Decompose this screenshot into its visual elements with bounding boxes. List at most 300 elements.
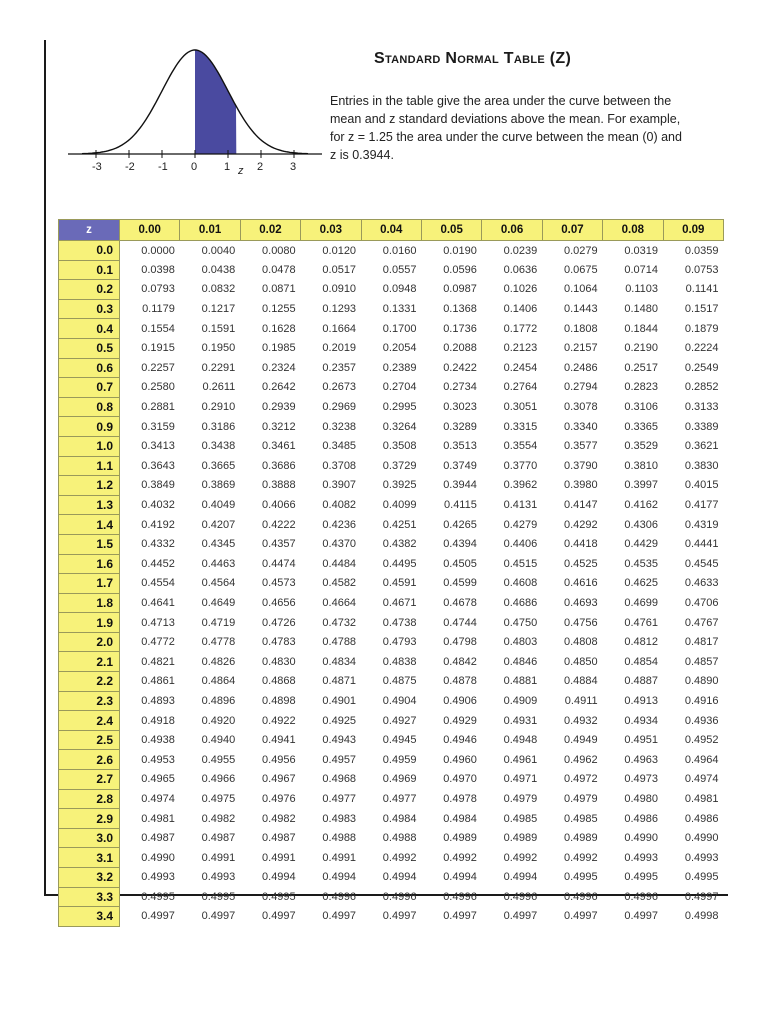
table-cell: 0.0596 <box>443 263 477 276</box>
row-z-value: 2.6 <box>59 750 120 770</box>
table-cell: 0.4909 <box>503 694 538 707</box>
table-cell: 0.4974 <box>684 773 719 786</box>
table-cell: 0.3023 <box>443 401 477 414</box>
row-z-value: 1.5 <box>59 534 120 554</box>
table-cell: 0.4505 <box>443 557 477 570</box>
table-cell: 0.4842 <box>443 655 477 668</box>
table-cell: 0.4222 <box>262 518 296 531</box>
table-cell: 0.4834 <box>322 655 357 668</box>
table-cell: 0.4147 <box>563 499 598 512</box>
table-cell: 0.4997 <box>443 910 477 923</box>
table-cell: 0.4911 <box>564 694 598 707</box>
table-cell: 0.0793 <box>141 283 175 296</box>
table-cell: 0.0160 <box>382 244 417 257</box>
table-cell: 0.4131 <box>503 499 538 512</box>
table-cell: 0.4099 <box>382 499 417 512</box>
row-z-value: 1.1 <box>59 456 120 476</box>
table-cell: 0.3413 <box>141 440 175 453</box>
table-cell: 0.4826 <box>201 655 236 668</box>
row-z-value: 3.3 <box>59 887 120 907</box>
table-cell: 0.3830 <box>684 459 719 472</box>
table-cell: 0.4868 <box>262 675 296 688</box>
table-cell: 0.4969 <box>382 773 417 786</box>
table-cell: 0.4162 <box>624 499 659 512</box>
table-row <box>59 378 724 398</box>
table-row <box>59 397 724 417</box>
table-cell: 0.4985 <box>503 812 538 825</box>
table-cell: 0.4982 <box>262 812 296 825</box>
table-cell: 0.3621 <box>684 440 719 453</box>
table-cell: 0.4961 <box>503 753 538 766</box>
table-cell: 0.3888 <box>262 479 296 492</box>
table-cell: 0.4965 <box>141 773 175 786</box>
table-cell: 0.3749 <box>443 459 477 472</box>
table-cell: 0.4956 <box>262 753 296 766</box>
table-cell: 0.4265 <box>443 518 477 531</box>
table-cell: 0.4664 <box>322 596 357 609</box>
row-z-value: 0.3 <box>59 299 120 319</box>
table-cell: 0.2611 <box>202 381 236 394</box>
table-cell: 0.4929 <box>443 714 477 727</box>
table-cell: 0.2823 <box>624 381 659 394</box>
table-cell: 0.4943 <box>322 734 357 747</box>
table-row <box>59 711 724 731</box>
table-cell: 0.4995 <box>262 890 296 903</box>
table-cell: 0.4545 <box>684 557 719 570</box>
table-cell: 0.2389 <box>382 361 417 374</box>
table-cell: 0.1736 <box>443 322 477 335</box>
table-cell: 0.4778 <box>201 636 236 649</box>
table-cell: 0.3212 <box>262 420 296 433</box>
z-marker-label: z <box>238 165 244 177</box>
column-header: 0.04 <box>361 220 421 241</box>
table-cell: 0.4382 <box>382 538 417 551</box>
table-cell: 0.1808 <box>563 322 598 335</box>
table-row <box>59 456 724 476</box>
table-cell: 0.0871 <box>262 283 296 296</box>
table-row <box>59 534 724 554</box>
table-cell: 0.4015 <box>684 479 719 492</box>
table-cell: 0.1480 <box>624 303 659 316</box>
table-cell: 0.1985 <box>262 342 296 355</box>
row-z-value: 0.8 <box>59 397 120 417</box>
table-cell: 0.4981 <box>684 792 719 805</box>
table-cell: 0.1915 <box>141 342 175 355</box>
table-cell: 0.1217 <box>201 303 236 316</box>
table-cell: 0.1443 <box>563 303 598 316</box>
table-cell: 0.0557 <box>382 263 417 276</box>
table-row <box>59 809 724 829</box>
table-cell: 0.2190 <box>624 342 659 355</box>
table-cell: 0.4996 <box>443 890 477 903</box>
table-cell: 0.4878 <box>443 675 477 688</box>
table-cell: 0.0438 <box>201 263 236 276</box>
table-cell: 0.2734 <box>443 381 477 394</box>
table-cell: 0.4997 <box>141 910 175 923</box>
table-cell: 0.1628 <box>262 322 296 335</box>
table-cell: 0.0359 <box>684 244 719 257</box>
table-cell: 0.4989 <box>563 832 598 845</box>
table-cell: 0.4995 <box>563 871 598 884</box>
table-cell: 0.4803 <box>503 636 538 649</box>
table-row <box>59 672 724 692</box>
table-cell: 0.3078 <box>563 401 598 414</box>
table-cell: 0.4989 <box>443 832 477 845</box>
table-cell: 0.0279 <box>563 244 598 257</box>
table-row <box>59 828 724 848</box>
table-cell: 0.2995 <box>382 401 417 414</box>
table-cell: 0.4756 <box>563 616 598 629</box>
table-cell: 0.4941 <box>262 734 296 747</box>
table-cell: 0.4115 <box>444 499 477 512</box>
table-cell: 0.4918 <box>141 714 175 727</box>
table-cell: 0.4821 <box>141 655 175 668</box>
table-cell: 0.4976 <box>262 792 296 805</box>
row-z-value: 3.4 <box>59 907 120 927</box>
table-body <box>59 241 724 927</box>
table-cell: 0.3665 <box>201 459 236 472</box>
table-row <box>59 495 724 515</box>
row-z-value: 2.1 <box>59 652 120 672</box>
table-cell: 0.4719 <box>201 616 236 629</box>
table-row <box>59 436 724 456</box>
table-cell: 0.0910 <box>322 283 357 296</box>
table-cell: 0.4963 <box>624 753 659 766</box>
row-z-value: 0.4 <box>59 319 120 339</box>
table-cell: 0.4049 <box>201 499 236 512</box>
table-row <box>59 554 724 574</box>
table-cell: 0.4940 <box>201 734 236 747</box>
row-z-value: 2.7 <box>59 770 120 790</box>
table-cell: 0.3461 <box>262 440 296 453</box>
table-cell: 0.4279 <box>503 518 538 531</box>
table-cell: 0.4922 <box>262 714 296 727</box>
table-cell: 0.4997 <box>201 910 236 923</box>
table-cell: 0.4986 <box>624 812 659 825</box>
table-cell: 0.2881 <box>141 401 175 414</box>
row-z-value: 2.4 <box>59 711 120 731</box>
table-cell: 0.2454 <box>503 361 538 374</box>
table-cell: 0.4474 <box>262 557 296 570</box>
table-cell: 0.2939 <box>262 401 296 414</box>
table-cell: 0.3790 <box>563 459 598 472</box>
table-row <box>59 299 724 319</box>
table-cell: 0.4983 <box>322 812 357 825</box>
table-cell: 0.4418 <box>563 538 598 551</box>
table-cell: 0.1179 <box>142 303 175 316</box>
table-cell: 0.4406 <box>503 538 538 551</box>
table-cell: 0.4997 <box>503 910 538 923</box>
axis-tick-label: -3 <box>92 161 102 173</box>
table-cell: 0.4429 <box>624 538 659 551</box>
row-z-value: 2.5 <box>59 730 120 750</box>
table-cell: 0.4994 <box>503 871 538 884</box>
table-row <box>59 593 724 613</box>
axis-tick-label: 1 <box>224 161 231 173</box>
table-cell: 0.3577 <box>563 440 598 453</box>
table-cell: 0.3264 <box>382 420 417 433</box>
row-z-value: 1.3 <box>59 495 120 515</box>
column-header: 0.03 <box>301 220 361 241</box>
table-cell: 0.1331 <box>382 303 417 316</box>
row-z-value: 3.0 <box>59 828 120 848</box>
table-cell: 0.0000 <box>141 244 175 257</box>
table-cell: 0.1517 <box>684 303 719 316</box>
table-cell: 0.4991 <box>322 851 357 864</box>
table-cell: 0.3106 <box>624 401 659 414</box>
table-cell: 0.3962 <box>503 479 538 492</box>
table-cell: 0.4948 <box>503 734 538 747</box>
table-cell: 0.4992 <box>503 851 538 864</box>
table-cell: 0.4995 <box>624 871 659 884</box>
table-cell: 0.3289 <box>443 420 477 433</box>
row-z-value: 0.1 <box>59 260 120 280</box>
table-row <box>59 770 724 790</box>
column-header: 0.05 <box>421 220 481 241</box>
table-cell: 0.4920 <box>201 714 236 727</box>
table-cell: 0.4987 <box>201 832 236 845</box>
table-cell: 0.4864 <box>201 675 236 688</box>
table-cell: 0.4931 <box>503 714 538 727</box>
table-cell: 0.3438 <box>201 440 236 453</box>
table-cell: 0.1664 <box>322 322 357 335</box>
table-cell: 0.3686 <box>262 459 296 472</box>
table-row <box>59 241 724 261</box>
table-row <box>59 358 724 378</box>
column-header: 0.09 <box>663 220 723 241</box>
table-cell: 0.3980 <box>563 479 598 492</box>
table-cell: 0.4817 <box>684 636 719 649</box>
table-cell: 0.4936 <box>684 714 719 727</box>
row-z-value: 3.1 <box>59 848 120 868</box>
table-cell: 0.4993 <box>624 851 659 864</box>
table-cell: 0.4767 <box>684 616 719 629</box>
table-cell: 0.3869 <box>201 479 236 492</box>
column-header: 0.06 <box>482 220 542 241</box>
table-cell: 0.4554 <box>141 577 175 590</box>
table-cell: 0.3810 <box>624 459 659 472</box>
table-cell: 0.4949 <box>563 734 598 747</box>
shaded-area <box>195 50 236 154</box>
table-cell: 0.4989 <box>503 832 538 845</box>
row-z-value: 2.0 <box>59 632 120 652</box>
table-cell: 0.4997 <box>322 910 357 923</box>
table-cell: 0.4793 <box>382 636 417 649</box>
row-z-value: 2.8 <box>59 789 120 809</box>
table-cell: 0.4906 <box>443 694 477 707</box>
row-z-value: 1.0 <box>59 436 120 456</box>
table-cell: 0.4686 <box>503 596 538 609</box>
table-row <box>59 632 724 652</box>
table-cell: 0.1844 <box>624 322 659 335</box>
table-cell: 0.4991 <box>201 851 236 864</box>
table-cell: 0.0080 <box>262 244 296 257</box>
table-cell: 0.1103 <box>625 283 659 296</box>
table-cell: 0.4857 <box>684 655 719 668</box>
table-cell: 0.1064 <box>563 283 598 296</box>
table-cell: 0.4890 <box>684 675 719 688</box>
table-cell: 0.4981 <box>141 812 175 825</box>
table-cell: 0.1700 <box>382 322 417 335</box>
table-cell: 0.4535 <box>624 557 659 570</box>
table-cell: 0.0239 <box>503 244 538 257</box>
table-cell: 0.4975 <box>201 792 236 805</box>
table-cell: 0.4987 <box>141 832 175 845</box>
table-cell: 0.2324 <box>262 361 296 374</box>
table-cell: 0.4988 <box>322 832 357 845</box>
table-cell: 0.4980 <box>624 792 659 805</box>
table-cell: 0.3508 <box>382 440 417 453</box>
table-cell: 0.1293 <box>322 303 357 316</box>
table-cell: 0.4656 <box>262 596 296 609</box>
normal-curve-figure <box>60 40 330 190</box>
table-cell: 0.4991 <box>262 851 296 864</box>
table-cell: 0.4671 <box>382 596 417 609</box>
axis-tick-label: 2 <box>257 161 264 173</box>
table-cell: 0.2357 <box>322 361 357 374</box>
table-cell: 0.0190 <box>443 244 477 257</box>
table-cell: 0.4875 <box>382 675 417 688</box>
table-cell: 0.2969 <box>322 401 357 414</box>
table-cell: 0.4952 <box>684 734 719 747</box>
table-cell: 0.4998 <box>684 910 719 923</box>
table-cell: 0.4994 <box>262 871 296 884</box>
table-cell: 0.4977 <box>382 792 417 805</box>
table-cell: 0.4032 <box>141 499 175 512</box>
table-cell: 0.4990 <box>684 832 719 845</box>
table-cell: 0.4946 <box>443 734 477 747</box>
table-cell: 0.4934 <box>624 714 659 727</box>
table-cell: 0.4993 <box>201 871 236 884</box>
table-cell: 0.4591 <box>382 577 417 590</box>
table-cell: 0.3643 <box>141 459 175 472</box>
table-cell: 0.4959 <box>382 753 417 766</box>
table-cell: 0.4904 <box>382 694 417 707</box>
table-cell: 0.4713 <box>141 616 175 629</box>
table-cell: 0.4901 <box>322 694 357 707</box>
table-cell: 0.1591 <box>201 322 236 335</box>
table-row <box>59 613 724 633</box>
table-cell: 0.4884 <box>563 675 598 688</box>
table-cell: 0.4997 <box>684 890 719 903</box>
table-cell: 0.4994 <box>322 871 357 884</box>
table-cell: 0.4357 <box>262 538 296 551</box>
column-header: 0.00 <box>120 220 180 241</box>
table-cell: 0.3729 <box>382 459 417 472</box>
table-cell: 0.4616 <box>563 577 598 590</box>
table-row <box>59 691 724 711</box>
table-cell: 0.0675 <box>563 263 598 276</box>
table-row <box>59 476 724 496</box>
table-cell: 0.1879 <box>684 322 719 335</box>
table-row <box>59 417 724 437</box>
table-cell: 0.4463 <box>201 557 236 570</box>
table-cell: 0.4972 <box>563 773 598 786</box>
table-cell: 0.4951 <box>624 734 659 747</box>
table-cell: 0.3159 <box>141 420 175 433</box>
table-cell: 0.2054 <box>382 342 417 355</box>
table-cell: 0.4649 <box>201 596 236 609</box>
table-cell: 0.4984 <box>443 812 477 825</box>
table-cell: 0.4699 <box>624 596 659 609</box>
row-z-value: 0.7 <box>59 378 120 398</box>
axis-tick-label: 0 <box>191 161 198 173</box>
table-cell: 0.4978 <box>443 792 477 805</box>
row-z-value: 0.5 <box>59 338 120 358</box>
table-cell: 0.4452 <box>141 557 175 570</box>
table-cell: 0.4992 <box>563 851 598 864</box>
table-cell: 0.2257 <box>141 361 175 374</box>
table-cell: 0.4971 <box>503 773 538 786</box>
table-row <box>59 515 724 535</box>
table-cell: 0.4997 <box>262 910 296 923</box>
table-cell: 0.4987 <box>262 832 296 845</box>
table-cell: 0.4625 <box>624 577 659 590</box>
table-cell: 0.0987 <box>443 283 477 296</box>
table-cell: 0.4968 <box>322 773 357 786</box>
table-cell: 0.0714 <box>624 263 659 276</box>
axis-tick-label: -1 <box>158 161 168 173</box>
table-cell: 0.3708 <box>322 459 357 472</box>
table-cell: 0.1255 <box>262 303 296 316</box>
table-cell: 0.1950 <box>201 342 236 355</box>
table-cell: 0.4525 <box>563 557 598 570</box>
table-cell: 0.4319 <box>684 518 719 531</box>
table-cell: 0.2910 <box>201 401 236 414</box>
row-z-value: 2.2 <box>59 672 120 692</box>
table-cell: 0.0319 <box>624 244 659 257</box>
table-row <box>59 750 724 770</box>
table-cell: 0.4893 <box>141 694 175 707</box>
table-cell: 0.0832 <box>201 283 236 296</box>
row-z-value: 1.7 <box>59 574 120 594</box>
table-cell: 0.4977 <box>322 792 357 805</box>
table-cell: 0.4925 <box>322 714 357 727</box>
table-cell: 0.3770 <box>503 459 538 472</box>
table-cell: 0.1368 <box>443 303 477 316</box>
table-cell: 0.4706 <box>684 596 719 609</box>
table-cell: 0.4783 <box>262 636 296 649</box>
table-cell: 0.2764 <box>503 381 538 394</box>
table-cell: 0.3133 <box>684 401 719 414</box>
table-cell: 0.0753 <box>684 263 719 276</box>
table-cell: 0.4960 <box>443 753 477 766</box>
table-cell: 0.4564 <box>201 577 236 590</box>
table-cell: 0.2642 <box>262 381 296 394</box>
table-cell: 0.4693 <box>563 596 598 609</box>
table-cell: 0.4726 <box>262 616 296 629</box>
table-cell: 0.3238 <box>322 420 357 433</box>
table-cell: 0.3340 <box>563 420 598 433</box>
table-cell: 0.3907 <box>322 479 357 492</box>
table-cell: 0.4515 <box>503 557 538 570</box>
table-cell: 0.3513 <box>443 440 477 453</box>
table-cell: 0.4370 <box>322 538 357 551</box>
table-cell: 0.4992 <box>382 851 417 864</box>
table-cell: 0.4251 <box>382 518 417 531</box>
table-cell: 0.4192 <box>141 518 175 531</box>
table-cell: 0.4788 <box>322 636 357 649</box>
table-cell: 0.0478 <box>262 263 296 276</box>
table-cell: 0.4750 <box>503 616 538 629</box>
table-cell: 0.4990 <box>624 832 659 845</box>
table-cell: 0.3051 <box>503 401 538 414</box>
table-cell: 0.4633 <box>684 577 719 590</box>
table-cell: 0.1406 <box>503 303 538 316</box>
table-cell: 0.4861 <box>141 675 175 688</box>
table-cell: 0.1026 <box>503 283 538 296</box>
table-cell: 0.2673 <box>322 381 357 394</box>
